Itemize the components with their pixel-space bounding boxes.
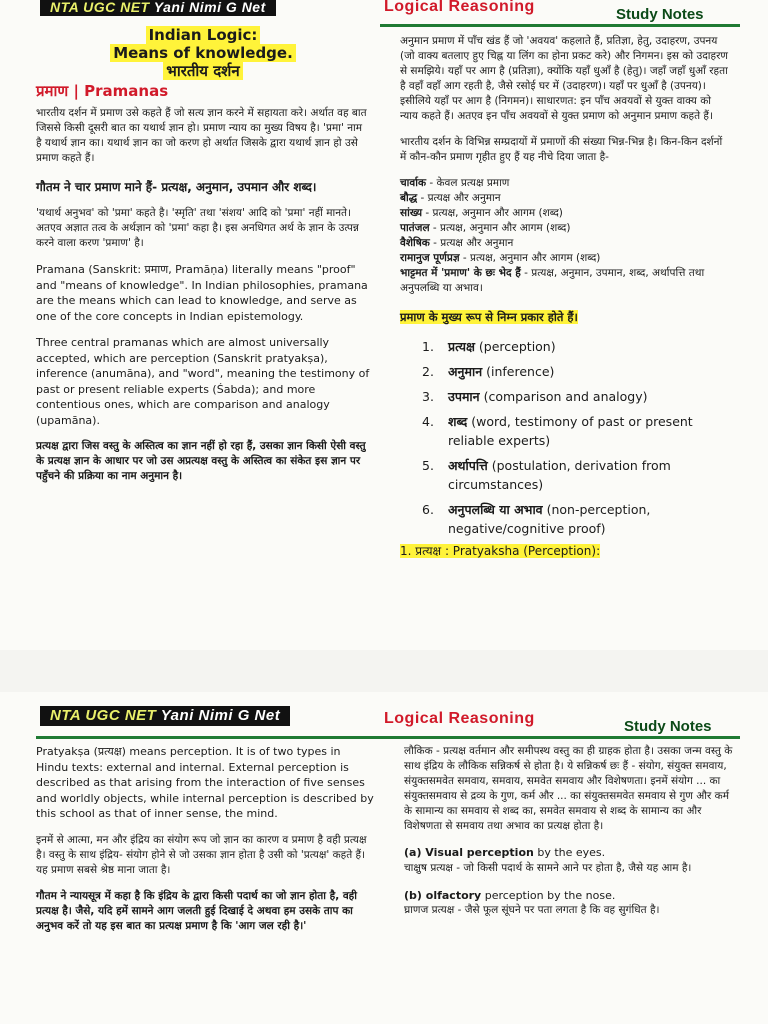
- page-header: [0, 0, 768, 23]
- form-english: (comparison and analogy): [479, 388, 648, 404]
- form-hindi: उपमान: [448, 388, 480, 404]
- form-hindi: शब्द: [448, 413, 468, 429]
- brand-name: NTA UGC NET: [50, 707, 157, 724]
- form-english: (word, testimony of past or present reliable experts): [448, 413, 693, 448]
- pratyaksha-english: Pratyakṣa (प्रत्यक्ष) means perception. It is of two types in Hindu texts: external and internal. External perception is described as that arising from the interaction of five senses and worldly objects, while internal perception is described by this school as that of inner sense, the mind.: [36, 745, 374, 820]
- form-english: (inference): [482, 363, 555, 379]
- list-item: [422, 412, 730, 450]
- brand-accent: Yani Nimi G Net: [160, 707, 281, 724]
- gautam-four-pramanas: गौतम ने चार प्रमाण माने हैं- प्रत्यक्ष, अनुमान, उपमान और शब्द।: [36, 179, 317, 194]
- list-number: 6.: [422, 501, 434, 517]
- three-central-pramanas: Three central pramanas which are almost universally accepted, which are perception (Sanskrit pratyakṣa), inference (anumāna), and "word", meaning the testimony of past or present reliable experts (Śabda); and more contentious ones, which are comparison and analogy (upamāna).: [36, 336, 370, 427]
- school-pramanas: - प्रत्यक्ष, अनुमान, उपमान, शब्द, अर्थापत्ति तथा अनुपलब्धि या अभाव।: [400, 267, 705, 294]
- topic-title: Logical Reasoning: [384, 0, 535, 15]
- school-name: पातंजल: [400, 222, 430, 234]
- list-item: [422, 387, 730, 406]
- right-column: [404, 744, 734, 918]
- school-item: [400, 236, 730, 251]
- form-english: (non-perception, negative/cognitive proof): [448, 501, 651, 536]
- list-item: [422, 456, 730, 494]
- left-column: [36, 26, 370, 495]
- school-pramanas: - केवल प्रत्यक्ष प्रमाण: [426, 177, 510, 189]
- school-name: वैशेषिक: [400, 237, 430, 249]
- list-item: [422, 362, 730, 381]
- page-header: [0, 692, 768, 735]
- title-line-2: Means of knowledge.: [110, 44, 296, 62]
- school-item: [400, 251, 730, 266]
- left-column: [36, 744, 376, 945]
- form-hindi: अनुमान: [448, 363, 483, 379]
- brand-accent: Yani Nimi G Net: [153, 0, 266, 15]
- anumana-five-avayava: अनुमान प्रमाण में पाँच खंड हैं जो 'अवयव' कहलाते हैं, प्रतिज्ञा, हेतु, उदाहरण, उपनय (जो वाक्य बतलाए हुए चिह्न या लिंग का होना प्रकट करे) और निगमन। इस को उदाहरण से समझिये। यहाँ पर आग है (प्रतिज्ञा), क्योंकि यहाँ धुआँ है (हेतु)। जहाँ जहाँ धुआँ रहता है वहाँ वहाँ आग रहती है, जैसे रसोई घर में (उदाहरण)। यहाँ पर धुआँ है (उपनय)। इसीलिये यहाँ पर आग है (निगमन)। साधारणत: इन पाँच अवयवों से युक्त वाक्य को न्याय कहते हैं। अतएव इन पाँच अवयवों से युक्त प्रमाण को अनुमान प्रमाण कहते हैं।: [400, 35, 728, 122]
- study-notes-label: Study Notes: [624, 718, 712, 735]
- form-english: (perception): [474, 338, 556, 354]
- item-hindi: घ्राणज प्रत्यक्ष - जैसे फूल सूंघने पर पता लगता है कि वह सुगंधित है।: [404, 904, 660, 916]
- title-line-1: Indian Logic:: [146, 26, 261, 44]
- school-item: [400, 206, 730, 221]
- main-forms-heading: प्रमाण के मुख्य रूप से निम्न प्रकार होते हैं।: [400, 310, 578, 324]
- school-item: [400, 266, 730, 296]
- school-name: बौद्ध: [400, 192, 418, 204]
- pramana-heading: प्रमाण | Pramanas: [36, 82, 169, 100]
- prama-definition: 'यथार्थ अनुभव' को 'प्रमा' कहते है। 'स्मृति' तथा 'संशय' आदि को 'प्रमा' नहीं मानते। अतएव अज्ञात तत्व के अर्थज्ञान को 'प्रमा' कहा है। इस अनधिगत अर्थ के ज्ञान के उत्पन्न करने वाला करण 'प्रमाण' है।: [36, 207, 359, 249]
- notes-page-2: [0, 692, 768, 1024]
- item-label: (b) olfactory: [404, 888, 482, 902]
- form-hindi: प्रत्यक्ष: [448, 338, 475, 354]
- header-rule: [380, 24, 740, 27]
- list-number: 4.: [422, 413, 434, 429]
- form-english: (postulation, derivation from circumstances): [448, 457, 671, 492]
- pratyaksha-heading: 1. प्रत्यक्ष : Pratyaksha (Perception):: [400, 543, 601, 558]
- anumana-definition: प्रत्यक्ष द्वारा जिस वस्तु के अस्तित्व का ज्ञान नहीं हो रहा हैं, उसका ज्ञान किसी ऐसी वस्तु के प्रत्यक्ष ज्ञान के आधार पर जो उस अप्रत्यक्ष वस्तु के अस्तित्व का संकेत इस ज्ञान पर पहुँचने की प्रक्रिया का नाम अनुमान है।: [36, 440, 366, 482]
- form-hindi: अर्थापत्ति: [448, 457, 488, 473]
- school-pramanas: - प्रत्यक्ष और अनुमान: [417, 192, 501, 204]
- pramana-types-list: [400, 337, 730, 538]
- brand-name: NTA UGC NET: [50, 0, 150, 15]
- list-number: 3.: [422, 388, 434, 404]
- item-text: by the eyes.: [533, 846, 606, 859]
- gautam-nyayasutra: गौतम ने न्यायसूत्र में कहा है कि इंद्रिय के द्वारा किसी पदार्थ का जो ज्ञान होता है, वही प्रत्यक्ष है। जैसे, यदि हमें सामने आग जलती हुई दिखाई दे अथवा हम उसके ताप का अनुभव करें तो यह इस बात का प्रत्यक्ष प्रमाण है कि 'आग जल रही है।': [36, 889, 357, 932]
- pratyaksha-hindi: इनमें से आत्मा, मन और इंद्रिय का संयोग रूप जो ज्ञान का कारण व प्रमाण है वही प्रत्यक्ष है। वस्तु के साथ इंद्रिय- संयोग होने से जो उसका ज्ञान होता है उसी को 'प्रत्यक्ष' कहते हैं। यह प्रमाण सबसे श्रेष्ठ माना जाता है।: [36, 833, 367, 876]
- school-name: भाट्टमत में 'प्रमाण' के छः भेद हैं: [400, 267, 521, 279]
- page-gap: [0, 650, 768, 692]
- school-pramanas: - प्रत्यक्ष और अनुमान: [429, 237, 514, 249]
- visual-perception-item: [404, 845, 734, 876]
- list-item: [422, 337, 730, 356]
- schools-list: [400, 176, 730, 296]
- brand-banner: [40, 0, 276, 16]
- item-label: (a) Visual perception: [404, 846, 534, 859]
- header-rule: [36, 736, 740, 739]
- item-text: perception by the nose.: [481, 888, 616, 902]
- topic-title: Logical Reasoning: [384, 710, 535, 727]
- school-item: [400, 221, 730, 236]
- school-item: [400, 191, 730, 206]
- section-title: [36, 26, 370, 80]
- item-hindi: चाक्षुष प्रत्यक्ष - जो किसी पदार्थ के सामने आने पर होता है, जैसे यह आम है।: [404, 861, 692, 874]
- list-number: 2.: [422, 363, 434, 379]
- form-hindi: अनुपलब्धि या अभाव: [448, 501, 543, 517]
- school-pramanas: - प्रत्यक्ष, अनुमान और आगम (शब्द): [459, 252, 601, 264]
- list-number: 5.: [422, 457, 434, 473]
- school-pramanas: - प्रत्यक्ष, अनुमान और आगम (शब्द): [429, 222, 571, 234]
- right-column: [400, 34, 730, 559]
- pramana-english-definition: Pramana (Sanskrit: प्रमाण, Pramāṇa) literally means "proof" and "means of knowledge". In Indian philosophies, pramana are the means which can lead to knowledge, and serve as one of the core concepts in Indian epistemology.: [36, 263, 368, 323]
- pramana-definition-hindi: भारतीय दर्शन में प्रमाण उसे कहते हैं जो सत्य ज्ञान करने में सहायता करे। अर्थात वह बात जिससे किसी दूसरी बात का यथार्थ ज्ञान हो। प्रमाण न्याय का मुख्य विषय है। 'प्रमा' नाम है यथार्थ ज्ञान का। यथार्थ ज्ञान का जो करण हो अर्थात जिसके द्वारा यथार्थ ज्ञान हो उसे प्रमाण कहते हैं।: [36, 106, 367, 164]
- list-item: [422, 500, 730, 538]
- title-line-3: भारतीय दर्शन: [163, 62, 242, 80]
- school-name: चार्वाक: [400, 177, 427, 189]
- school-item: [400, 176, 730, 191]
- list-number: 1.: [422, 338, 434, 354]
- school-name: रामानुज पूर्णप्रज्ञ: [400, 252, 460, 264]
- school-name: सांख्य: [400, 207, 423, 219]
- study-notes-label: Study Notes: [616, 6, 704, 23]
- schools-intro: भारतीय दर्शन के विभिन्न सम्प्रदायों में प्रमाणों की संख्या भिन्न-भिन्न है। किन-किन दर्शनों में कौन-कौन प्रमाण गृहीत हुए हैं यह नीचे दिया जाता है-: [400, 136, 723, 163]
- school-pramanas: - प्रत्यक्ष, अनुमान और आगम (शब्द): [422, 207, 563, 219]
- laukika-pratyaksha: लौकिक - प्रत्यक्ष वर्तमान और समीपस्थ वस्तु का ही ग्राहक होता है। उसका जन्म वस्तु के साथ इंद्रिय के लौकिक सन्निकर्ष से होता है। ये सन्निकर्ष छः हैं - संयोग, संयुक्त समवाय, संयुक्तसमवेत समवाय, समवाय, समवेत समवाय और विशेषणता। इनमें संयोग ... का संयुक्तसमवाय से द्रव्य के गुण, कर्म और ... का संयुक्तसमवेत समवाय से गुण और कर्म के सामान्य का समवाय से शब्द का, समवेत समवाय से शब्द के सामान्य का और विशेषणता से समवाय तथा अभाव का प्रत्यक्ष होता है।: [404, 745, 733, 832]
- olfactory-perception-item: [404, 888, 734, 919]
- brand-banner: [40, 706, 290, 726]
